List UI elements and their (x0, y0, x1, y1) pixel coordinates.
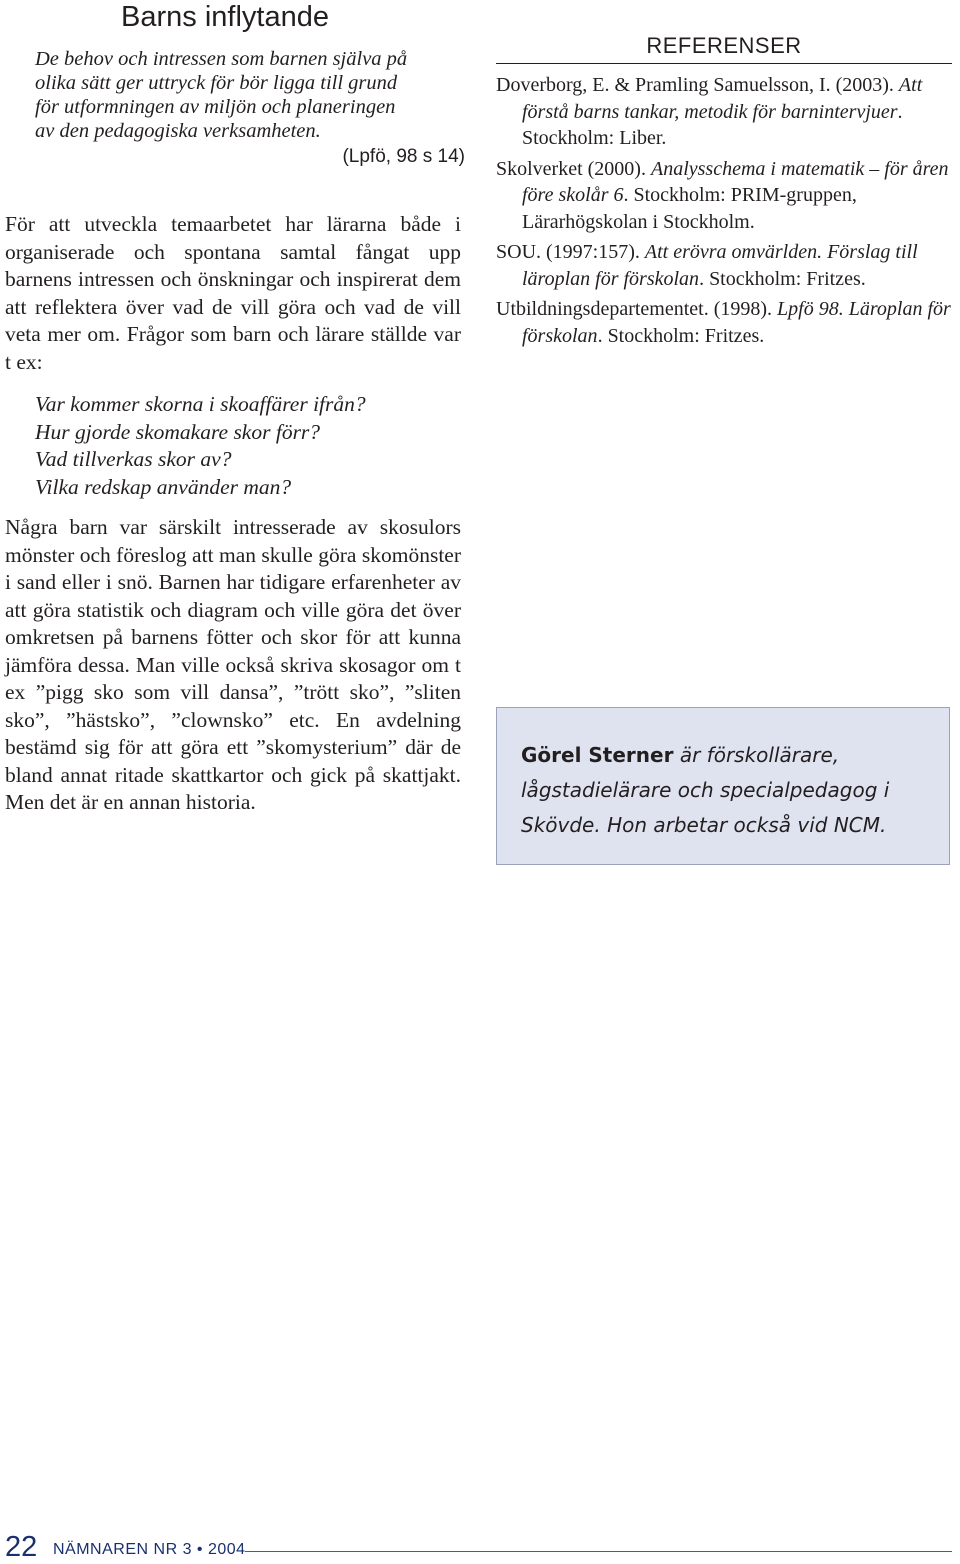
author-description: är förskollärare, lågstadielärare och specialpedagog i Skövde. Hon arbetar också vid NCM. (521, 743, 890, 837)
quote-source: (Lpfö, 98 s 14) (342, 146, 465, 167)
question-list (35, 391, 461, 501)
quote-line: olika sätt ger uttryck för bör ligga till grund (35, 72, 398, 94)
question-item: Var kommer skorna i skoaffärer ifrån? (35, 392, 366, 416)
curriculum-quote (35, 47, 465, 169)
reference-item (496, 72, 952, 152)
references-list (496, 72, 952, 353)
ref-author: SOU. (1997:157). (496, 241, 645, 263)
ref-title: Att förstå barns tankar, metodik för barnintervjuer (522, 74, 923, 123)
author-bio (521, 738, 921, 843)
author-name: Görel Sterner (521, 743, 674, 767)
quote-line: av den pedagogiska verksamheten. (35, 120, 321, 142)
page-footer (5, 1530, 952, 1564)
quote-line: för utformningen av miljön och planeringen (35, 96, 396, 118)
article-title: Barns inflytande (121, 1, 329, 33)
references-heading: REFERENSER (496, 32, 952, 64)
reference-item (496, 296, 952, 349)
ref-publisher: . Stockholm: Fritzes. (597, 324, 765, 347)
quote-line: De behov och intressen som barnen själva på (35, 48, 408, 70)
page-number: 22 (5, 1531, 38, 1563)
ref-title: Att erövra omvärlden. Förslag till läroplan för förskolan (522, 241, 918, 290)
paragraph-2: Några barn var särskilt intresserade av skosulors mönster och föreslog att man skulle göra skomönster i sand eller i snö. Barnen har tidigare erfarenheter av att göra statistik och diagram och ville göra det över omkretsen på barnens fötter och skor för att kunna jämföra dessa. Man ville också skriva skosagor om t ex ”pigg sko som vill dansa”, ”trött sko”, ”sliten sko”, ”hästsko”, ”clownsko” etc. En avdelning bestämd sig för att göra ett ”skomysterium” där de bland annat ritade skattkartor och gick på skattjakt. Men det är en annan historia. (5, 515, 461, 814)
author-bio-box (496, 707, 950, 865)
ref-title: Lpfö 98. Läroplan för förskolan (522, 298, 951, 347)
paragraph-1: För att utveckla temaarbetet har lärarna både i organiserade och spontana samtal fångat upp barnens intressen och önskningar och inspirerat dem att reflektera över vad de vill göra och vad de vill veta mer om. Frågor som barn och lärare ställde var t ex: (5, 212, 461, 374)
ref-author: Utbildningsdepartementet. (1998). (496, 298, 778, 320)
reference-item (496, 239, 952, 292)
ref-title: Analysschema i matematik – för åren före skolår 6 (522, 157, 949, 206)
ref-publisher: . Stockholm: Liber. (522, 100, 903, 149)
question-item: Vad tillverkas skor av? (35, 447, 232, 471)
magazine-issue: NÄMNAREN NR 3 • 2004 (53, 1541, 246, 1558)
ref-author: Doverborg, E. & Pramling Samuelsson, I. (2003). (496, 74, 899, 96)
reference-item (496, 156, 952, 236)
question-item: Hur gjorde skomakare skor förr? (35, 419, 321, 444)
ref-publisher: . Stockholm: Fritzes. (699, 267, 866, 290)
footer-rule (245, 1551, 952, 1552)
question-item: Vilka redskap använder man? (35, 474, 292, 499)
ref-author: Skolverket (2000). (496, 157, 651, 180)
ref-publisher: . Stockholm: PRIM-gruppen, Lärarhögskolan i Stockholm. (522, 184, 857, 233)
